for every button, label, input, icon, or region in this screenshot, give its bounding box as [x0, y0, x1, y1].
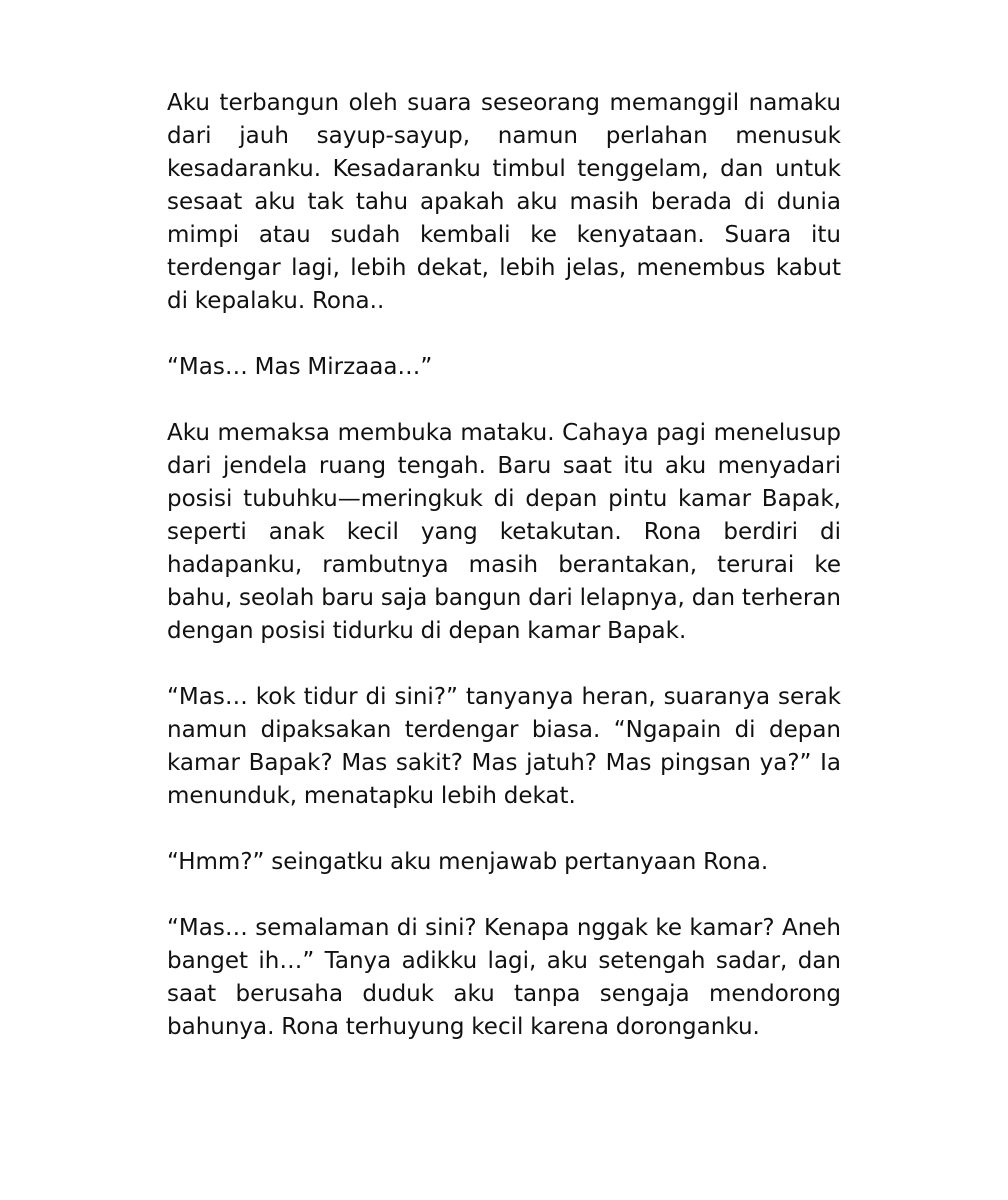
- dialogue-paragraph: “Mas… kok tidur di sini?” tanyanya heran, suaranya serak namun dipaksakan terdengar biasa. “Ngapain di depan kamar Bapak? Mas sakit? Mas jatuh? Mas pingsan ya?” Ia menunduk, menatapku lebih dekat.: [167, 684, 841, 809]
- paragraph: Aku memaksa membuka mataku. Cahaya pagi menelusup dari jendela ruang tengah. Baru saat itu aku menyadari posisi tubuhku—meringkuk di depan pintu kamar Bapak, seperti anak kecil yang ketakutan. Rona berdiri di hadapanku, rambutnya masih berantakan, terurai ke bahu, seolah baru saja bangun dari lelapnya, dan terheran dengan posisi tidurku di depan kamar Bapak.: [167, 420, 841, 644]
- dialogue-paragraph: “Mas… semalaman di sini? Kenapa nggak ke kamar? Aneh banget ih…” Tanya adikku lagi, aku setengah sadar, dan saat berusaha duduk aku tanpa sengaja mendorong bahunya. Rona terhuyung kecil karena doronganku.: [167, 915, 841, 1040]
- dialogue-paragraph: “Mas… Mas Mirzaaa…”: [167, 354, 433, 380]
- dialogue-paragraph: “Hmm?” seingatku aku menjawab pertanyaan Rona.: [167, 849, 769, 875]
- document-body: [167, 87, 841, 1044]
- paragraph: Aku terbangun oleh suara seseorang memanggil namaku dari jauh sayup-sayup, namun perlahan menusuk kesadaranku. Kesadaranku timbul tenggelam, dan untuk sesaat aku tak tahu apakah aku masih berada di dunia mimpi atau sudah kembali ke kenyataan. Suara itu terdengar lagi, lebih dekat, lebih jelas, menembus kabut di kepalaku. Rona..: [167, 90, 841, 314]
